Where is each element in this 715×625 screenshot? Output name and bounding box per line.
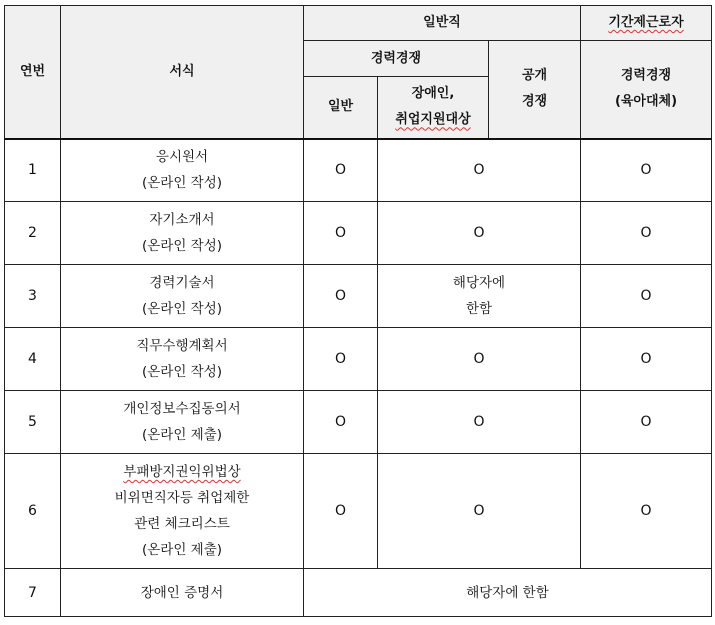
fixed-term-mark: O bbox=[581, 265, 712, 328]
fixed-term-mark: O bbox=[581, 328, 712, 391]
table-row bbox=[5, 202, 712, 265]
general-mark: O bbox=[304, 265, 378, 328]
fixed-term-mark: O bbox=[581, 391, 712, 454]
general-mark: O bbox=[304, 328, 378, 391]
form-name: 직무수행계획서 (온라인 작성) bbox=[61, 328, 304, 391]
header-general-position: 일반직 bbox=[304, 6, 581, 41]
fixed-term-mark: O bbox=[581, 202, 712, 265]
form-name: 경력기술서 (온라인 작성) bbox=[61, 265, 304, 328]
header-fixed-term-worker: 기간제근로자 bbox=[581, 6, 712, 41]
form-name: 자기소개서 (온라인 작성) bbox=[61, 202, 304, 265]
fixed-term-mark: O bbox=[581, 139, 712, 202]
document-requirements-table bbox=[4, 5, 712, 617]
header-career-competition: 경력경쟁 bbox=[304, 41, 489, 77]
form-name: 개인정보수집동의서 (온라인 제출) bbox=[61, 391, 304, 454]
row-number: 7 bbox=[5, 569, 61, 617]
disabled-open-mark: O bbox=[378, 328, 581, 391]
disabled-open-note: 해당자에 한함 bbox=[378, 265, 581, 328]
row-number: 5 bbox=[5, 391, 61, 454]
header-sub-general: 일반 bbox=[304, 77, 378, 139]
general-mark: O bbox=[304, 139, 378, 202]
table-row bbox=[5, 391, 712, 454]
general-mark: O bbox=[304, 454, 378, 569]
form-name: 부패방지권익위법상 비위면직자등 취업제한 관련 체크리스트 (온라인 제출) bbox=[61, 454, 304, 569]
disabled-open-mark: O bbox=[378, 202, 581, 265]
header-form: 서식 bbox=[61, 6, 304, 139]
disabled-open-mark: O bbox=[378, 139, 581, 202]
header-open-competition: 공개 경쟁 bbox=[489, 41, 581, 139]
merged-applicability-note: 해당자에 한함 bbox=[304, 569, 712, 617]
row-number: 3 bbox=[5, 265, 61, 328]
table-row bbox=[5, 569, 712, 617]
row-number: 4 bbox=[5, 328, 61, 391]
table-row bbox=[5, 328, 712, 391]
row-number: 1 bbox=[5, 139, 61, 202]
disabled-open-mark: O bbox=[378, 454, 581, 569]
form-name: 응시원서 (온라인 작성) bbox=[61, 139, 304, 202]
general-mark: O bbox=[304, 202, 378, 265]
table-row bbox=[5, 454, 712, 569]
header-serial-number: 연번 bbox=[5, 6, 61, 139]
row-number: 6 bbox=[5, 454, 61, 569]
form-name: 장애인 증명서 bbox=[61, 569, 304, 617]
fixed-term-mark: O bbox=[581, 454, 712, 569]
general-mark: O bbox=[304, 391, 378, 454]
disabled-open-mark: O bbox=[378, 391, 581, 454]
table-row bbox=[5, 139, 712, 202]
table-row bbox=[5, 265, 712, 328]
row-number: 2 bbox=[5, 202, 61, 265]
header-fixed-career: 경력경쟁 (육아대체) bbox=[581, 41, 712, 139]
header-sub-disabled: 장애인, 취업지원대상 bbox=[378, 77, 489, 139]
